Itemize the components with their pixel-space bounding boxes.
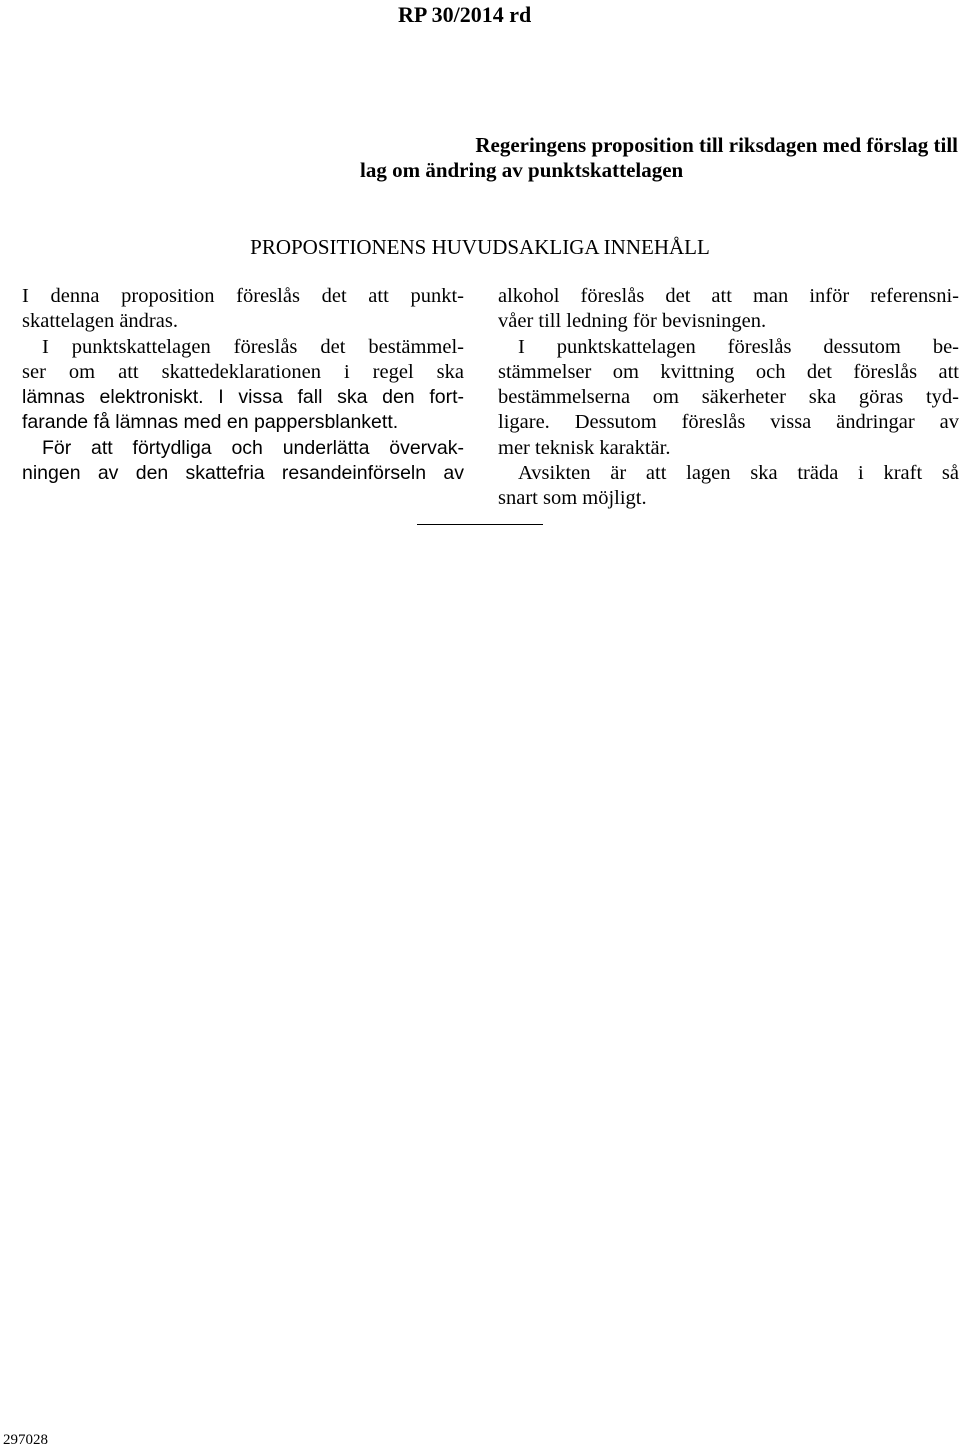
paragraph-line: ser om att skattedeklarationen i regel ska <box>22 360 464 383</box>
paragraph-line: våer till ledning för bevisningen. <box>498 310 767 333</box>
paragraph-line: I punktskattelagen föreslås dessutom be- <box>518 335 959 358</box>
paragraph-line: farande få lämnas med en pappersblankett. <box>22 411 399 434</box>
paragraph-line: Avsikten är att lagen ska träda i kraft så <box>518 462 959 485</box>
title-line-1: Regeringens proposition till riksdagen med förslag till <box>475 133 958 157</box>
document-id: RP 30/2014 rd <box>398 2 532 27</box>
paragraph-line: snart som möjligt. <box>498 487 647 510</box>
paragraph-line: ningen av den skattefria resandeinförseln av <box>22 462 464 485</box>
paragraph-line: bestämmelserna om säkerheter ska göras tyd- <box>498 386 959 409</box>
paragraph-line: alkohol föreslås det att man inför referensni- <box>498 285 959 307</box>
title-line-2: lag om ändring av punktskattelagen <box>360 158 684 182</box>
paragraph-line: I denna proposition föreslås det att punkt- <box>22 285 464 307</box>
paragraph-line: I punktskattelagen föreslås det bestämmel- <box>42 335 464 358</box>
section-heading: PROPOSITIONENS HUVUDSAKLIGA INNEHÅLL <box>250 235 710 259</box>
paragraph-line: För att förtydliga och underlätta övervak- <box>42 436 464 459</box>
footer-code: 297028 <box>3 1432 48 1448</box>
closing-rule <box>417 524 543 525</box>
paragraph-line: stämmelser om kvittning och det föreslås att <box>498 360 959 383</box>
left-column <box>22 284 464 486</box>
paragraph-line: lämnas elektroniskt. I vissa fall ska den fort- <box>22 386 464 409</box>
proposition-title <box>360 133 958 183</box>
right-column <box>498 284 959 512</box>
paragraph-line: ligare. Dessutom föreslås vissa ändringar av <box>498 411 959 434</box>
paragraph-line: skattelagen ändras. <box>22 310 178 333</box>
paragraph-line: mer teknisk karaktär. <box>498 436 671 459</box>
